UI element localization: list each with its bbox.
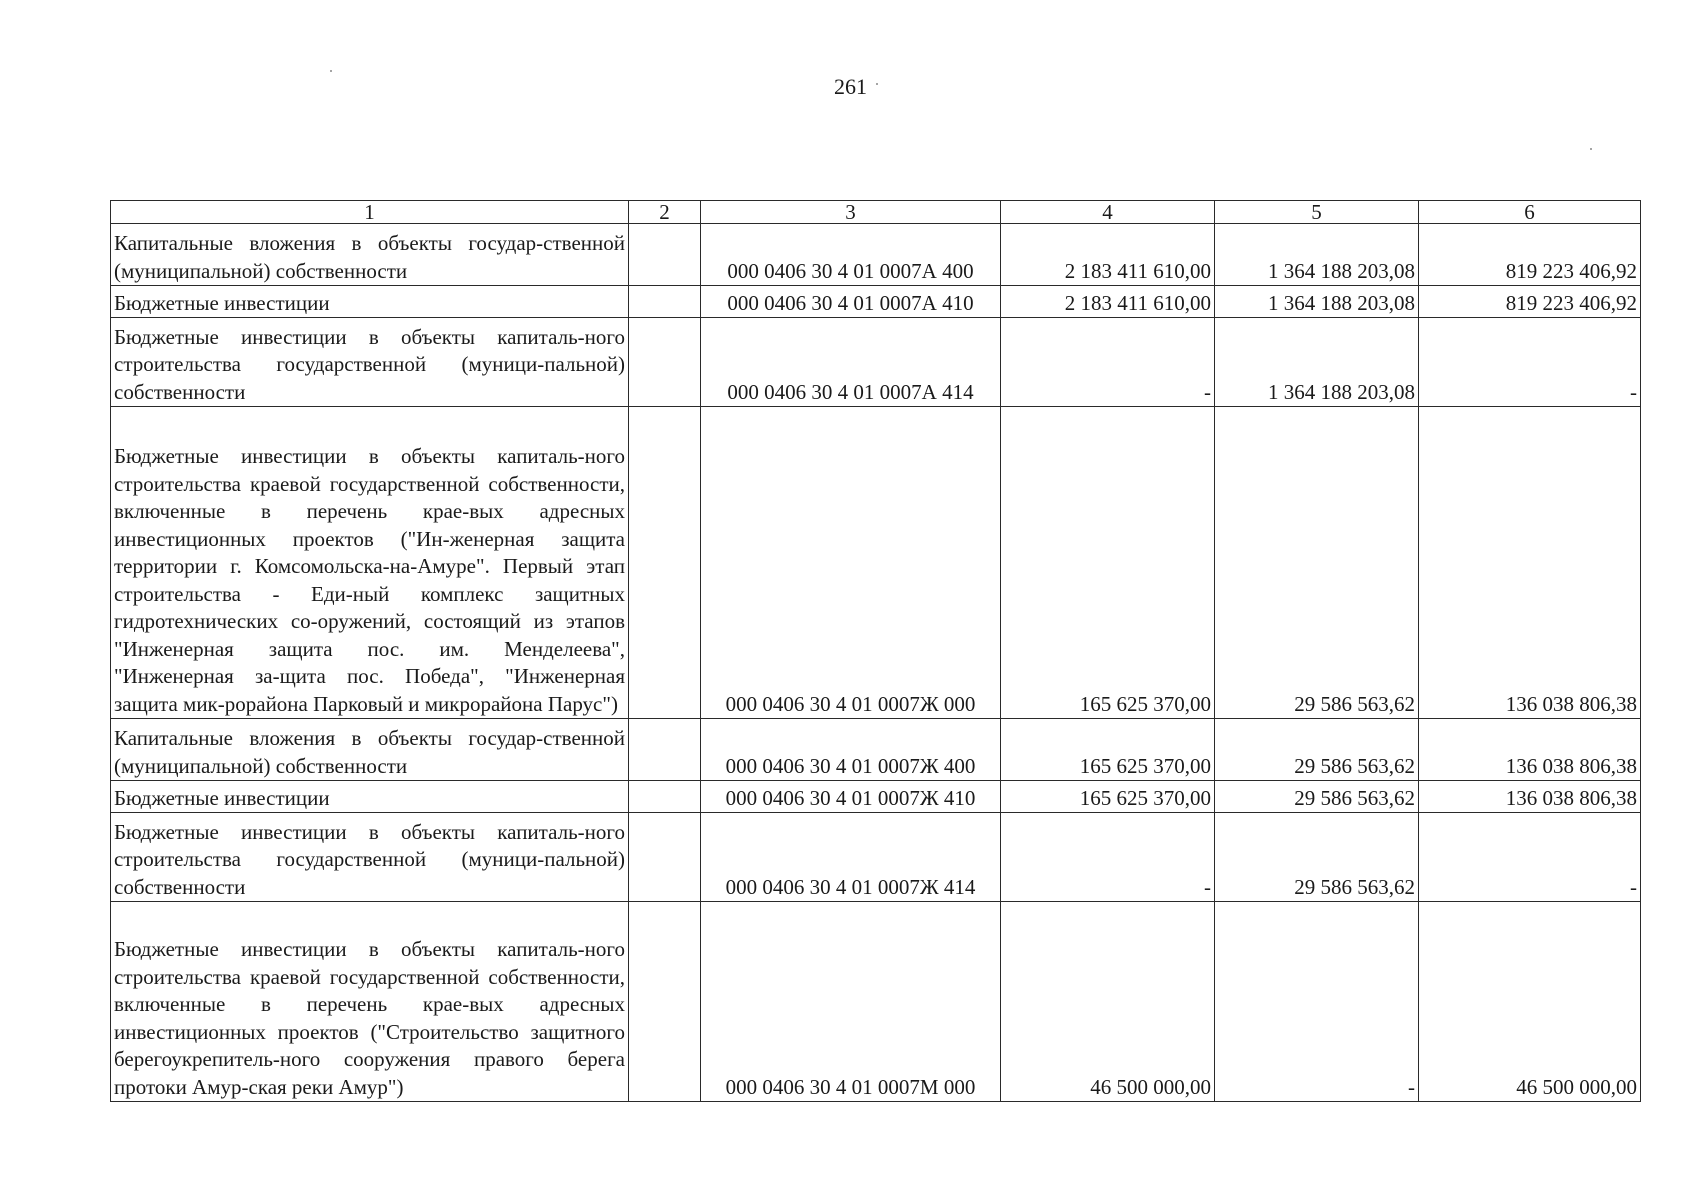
row-col6: 136 038 806,38 xyxy=(1419,719,1641,781)
row-col2 xyxy=(629,286,701,318)
row-col4: 165 625 370,00 xyxy=(1001,719,1215,781)
row-code: 000 0406 30 4 01 0007Ж 000 xyxy=(701,407,1001,719)
row-col5: - xyxy=(1215,902,1419,1102)
row-col4: 2 183 411 610,00 xyxy=(1001,286,1215,318)
row-col6: 136 038 806,38 xyxy=(1419,781,1641,813)
row-col5: 29 586 563,62 xyxy=(1215,407,1419,719)
column-header: 6 xyxy=(1419,201,1641,224)
page-number: 261 xyxy=(834,74,867,99)
row-col5: 29 586 563,62 xyxy=(1215,719,1419,781)
row-col6: - xyxy=(1419,318,1641,407)
row-name: Бюджетные инвестиции в объекты капиталь-ного строительства государственной (муници-пальной) собственности xyxy=(111,318,629,407)
row-col2 xyxy=(629,781,701,813)
header-row xyxy=(111,201,1641,224)
row-name: Бюджетные инвестиции в объекты капиталь-ного строительства краевой государственной собственности, включенные в перечень крае-вых адресных инвестиционных проектов ("Ин-женерная защита территории г. Комсомольска-на-Амуре". Первый этап строительства - Еди-ный комплекс защитных гидротехнических со-оружений, состоящий из этапов "Инженерная защита пос. им. Менделеева", "Инженерная за-щита пос. Победа", "Инженерная защита мик-рорайона Парковый и микрорайона Парус") xyxy=(111,407,629,719)
table-row xyxy=(111,224,1641,286)
row-col5: 1 364 188 203,08 xyxy=(1215,224,1419,286)
column-header: 3 xyxy=(701,201,1001,224)
budget-table xyxy=(110,200,1641,1102)
table-row xyxy=(111,318,1641,407)
row-name: Капитальные вложения в объекты государ-ственной (муниципальной) собственности xyxy=(111,224,629,286)
row-col2 xyxy=(629,902,701,1102)
row-name: Бюджетные инвестиции xyxy=(111,286,629,318)
row-name: Бюджетные инвестиции в объекты капиталь-ного строительства краевой государственной собственности, включенные в перечень крае-вых адресных инвестиционных проектов ("Строительство защитного берегоукрепитель-ного сооружения правого берега протоки Амур-ская реки Амур") xyxy=(111,902,629,1102)
table-row xyxy=(111,407,1641,719)
row-col6: 819 223 406,92 xyxy=(1419,286,1641,318)
row-col2 xyxy=(629,407,701,719)
row-col6: 46 500 000,00 xyxy=(1419,902,1641,1102)
row-name: Бюджетные инвестиции в объекты капиталь-ного строительства государственной (муници-пальной) собственности xyxy=(111,813,629,902)
scan-speck xyxy=(1590,148,1592,150)
row-col4: 2 183 411 610,00 xyxy=(1001,224,1215,286)
row-col2 xyxy=(629,719,701,781)
column-header: 5 xyxy=(1215,201,1419,224)
row-col5: 1 364 188 203,08 xyxy=(1215,286,1419,318)
table-row xyxy=(111,286,1641,318)
table-row xyxy=(111,902,1641,1102)
row-col4: 46 500 000,00 xyxy=(1001,902,1215,1102)
row-code: 000 0406 30 4 01 0007М 000 xyxy=(701,902,1001,1102)
column-header: 4 xyxy=(1001,201,1215,224)
table-row xyxy=(111,781,1641,813)
row-col6: 136 038 806,38 xyxy=(1419,407,1641,719)
row-col5: 29 586 563,62 xyxy=(1215,813,1419,902)
scan-speck xyxy=(876,83,878,85)
row-code: 000 0406 30 4 01 0007А 410 xyxy=(701,286,1001,318)
row-col5: 29 586 563,62 xyxy=(1215,781,1419,813)
row-code: 000 0406 30 4 01 0007Ж 410 xyxy=(701,781,1001,813)
row-code: 000 0406 30 4 01 0007А 414 xyxy=(701,318,1001,407)
row-col4: 165 625 370,00 xyxy=(1001,781,1215,813)
table-row xyxy=(111,813,1641,902)
row-col4: - xyxy=(1001,813,1215,902)
row-col2 xyxy=(629,318,701,407)
scan-speck xyxy=(330,70,332,72)
row-col6: 819 223 406,92 xyxy=(1419,224,1641,286)
row-col5: 1 364 188 203,08 xyxy=(1215,318,1419,407)
row-col4: - xyxy=(1001,318,1215,407)
row-col6: - xyxy=(1419,813,1641,902)
row-code: 000 0406 30 4 01 0007Ж 414 xyxy=(701,813,1001,902)
row-col4: 165 625 370,00 xyxy=(1001,407,1215,719)
table-row xyxy=(111,719,1641,781)
column-header: 2 xyxy=(629,201,701,224)
row-name: Бюджетные инвестиции xyxy=(111,781,629,813)
row-code: 000 0406 30 4 01 0007А 400 xyxy=(701,224,1001,286)
column-header: 1 xyxy=(111,201,629,224)
row-col2 xyxy=(629,224,701,286)
row-col2 xyxy=(629,813,701,902)
row-code: 000 0406 30 4 01 0007Ж 400 xyxy=(701,719,1001,781)
row-name: Капитальные вложения в объекты государ-ственной (муниципальной) собственности xyxy=(111,719,629,781)
